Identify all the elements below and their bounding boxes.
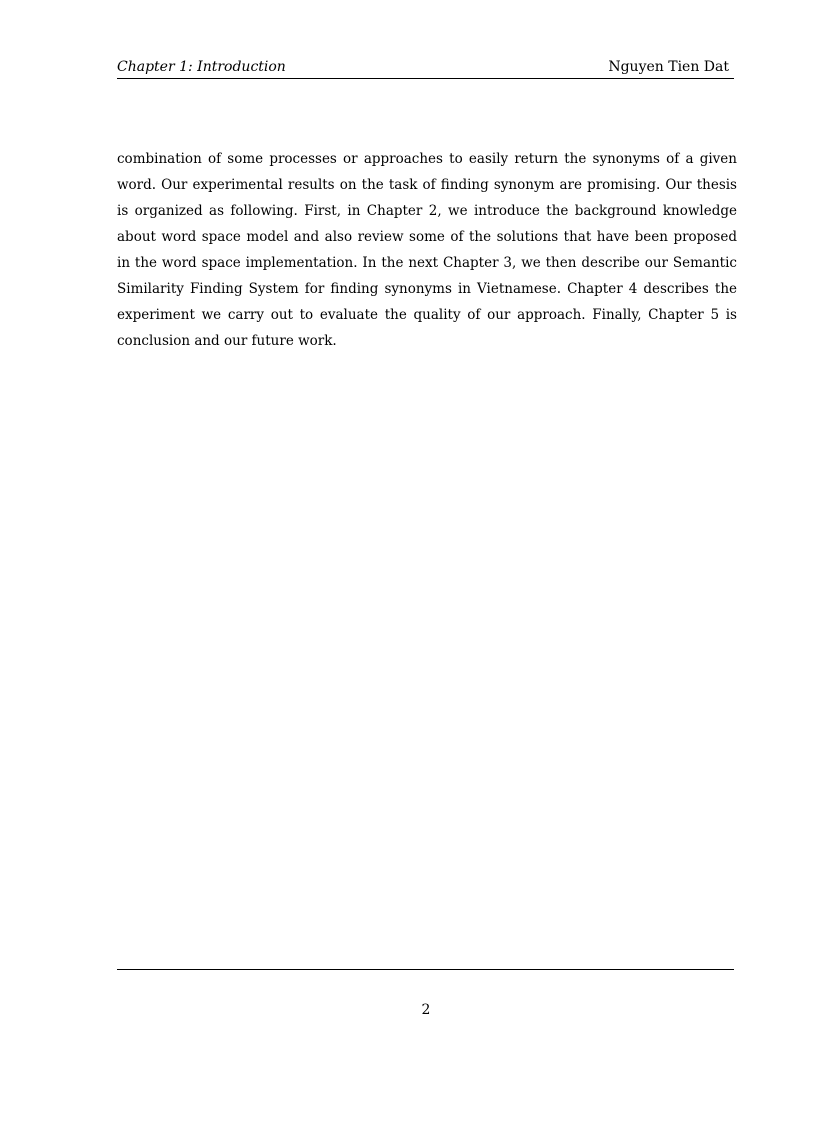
chapter-title: Chapter 1: Introduction bbox=[117, 59, 286, 75]
author-name: Nguyen Tien Dat bbox=[608, 59, 729, 75]
page-number: 2 bbox=[421, 1002, 431, 1018]
body-paragraph: combination of some processes or approaches to easily return the synonyms of a given word. Our experimental results on the task of finding synonym are promising. Our thesis is organized as following. First, in Chapter 2, we introduce the background knowledge about word space model and also review some of the solutions that have been proposed in the word space implementation. In the next Chapter 3, we then describe our Semantic Similarity Finding System for finding synonyms in Vietnamese. Chapter 4 describes the experiment we carry out to evaluate the quality of our approach. Finally, Chapter 5 is conclusion and our future work. bbox=[117, 151, 737, 349]
page-header bbox=[117, 56, 734, 79]
footer-divider bbox=[117, 969, 734, 970]
